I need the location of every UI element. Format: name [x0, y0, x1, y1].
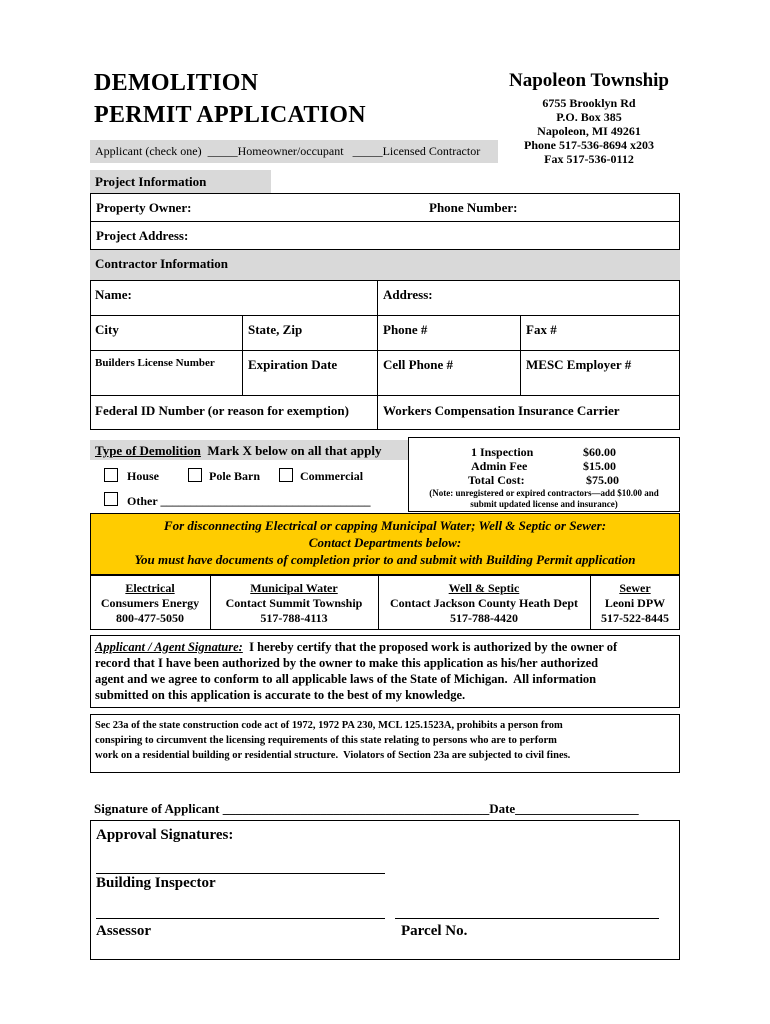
contractor-name-field[interactable]: Name:	[95, 287, 132, 302]
certification-text1: I hereby certify that the proposed work is authorized by the owner of	[242, 640, 618, 654]
department-sewer	[590, 581, 680, 626]
certification-line3: agent and we agree to conform to all applicable laws of the State of Michigan. All information	[95, 672, 597, 686]
certification-box	[90, 635, 680, 708]
department-org: Contact Summit Township	[225, 596, 363, 610]
legal-line2: conspiring to circumvent the licensing requirements of this state relating to persons who are to perform	[95, 735, 557, 746]
other-checkbox[interactable]	[104, 492, 118, 506]
notice-line2: Contact Departments below:	[308, 535, 462, 550]
township-phone: Phone 517-536-8694 x203	[524, 138, 654, 152]
legal-line3: work on a residential building or residential structure. Violators of Section 23a are subjected to civil fines.	[95, 750, 571, 761]
notice-line3: You must have documents of completion prior to and submit with Building Permit application	[134, 552, 636, 567]
utilities-notice	[90, 513, 680, 575]
demolition-type-header	[90, 440, 408, 460]
admin-fee-label: Admin Fee	[471, 459, 528, 473]
inspection-fee-label: 1 Inspection	[471, 445, 534, 459]
parcel-number-line[interactable]	[395, 918, 659, 919]
township-city: Napoleon, MI 49261	[537, 124, 641, 138]
federal-id-field[interactable]: Federal ID Number (or reason for exemption)	[95, 403, 349, 418]
workers-comp-field[interactable]: Workers Compensation Insurance Carrier	[383, 403, 620, 418]
builders-license-field[interactable]: Builders License Number	[95, 357, 215, 369]
approval-title: Approval Signatures:	[96, 827, 234, 843]
parcel-number-label: Parcel No.	[401, 923, 468, 939]
building-inspector-signature-line[interactable]	[96, 873, 385, 874]
department-org: Contact Jackson County Heath Dept	[389, 596, 578, 610]
page-title-line2: PERMIT APPLICATION	[94, 102, 366, 128]
department-org: Leoni DPW	[604, 596, 666, 610]
department-phone: 517-522-8445	[601, 611, 669, 625]
department-title: Municipal Water	[250, 581, 338, 595]
township-name: Napoleon Township	[509, 70, 669, 91]
demolition-type-instruction: Mark X below on all that apply	[200, 443, 382, 458]
notice-line1: For disconnecting Electrical or capping Municipal Water; Well & Septic or Sewer:	[163, 518, 607, 533]
township-address1: 6755 Brooklyn Rd	[542, 96, 636, 110]
township-fax: Fax 517-536-0112	[544, 152, 634, 166]
project-section-header	[90, 170, 271, 193]
applicant-check-text: Applicant (check one) _____Homeowner/occupant _____Licensed Contractor	[95, 144, 481, 158]
other-field[interactable]: Other ___________________________________	[127, 494, 371, 508]
project-section-label: Project Information	[95, 174, 207, 189]
contractor-state-zip-field[interactable]: State, Zip	[248, 322, 303, 337]
department-title: Sewer	[619, 581, 651, 595]
approval-box	[90, 820, 680, 960]
project-address-label: Project Address:	[96, 228, 189, 243]
department-phone: 517-788-4113	[260, 611, 328, 625]
department-org: Consumers Energy	[100, 596, 200, 610]
township-address2: P.O. Box 385	[556, 110, 622, 124]
fees-box	[408, 437, 680, 512]
contractor-section-header	[90, 250, 680, 280]
property-owner-row[interactable]	[90, 193, 680, 222]
fee-note-line2: submit updated license and insurance)	[470, 499, 618, 509]
phone-number-label: Phone Number:	[429, 200, 518, 215]
contractor-fax-field[interactable]: Fax #	[526, 322, 557, 337]
commercial-checkbox[interactable]	[279, 468, 293, 482]
property-owner-label: Property Owner:	[96, 200, 192, 215]
legal-notice-box	[90, 714, 680, 773]
signature-of-applicant-field[interactable]: Signature of Applicant _________________________________________Date___________________	[94, 801, 639, 816]
certification-line2: record that I have been authorized by the owner to make this application as his/her authorized	[95, 656, 599, 670]
department-title: Well & Septic	[448, 581, 520, 595]
assessor-label: Assessor	[96, 923, 151, 939]
fee-note-line1: (Note: unregistered or expired contractors—add $10.00 and	[429, 488, 659, 498]
contractor-section-label: Contractor Information	[95, 256, 228, 271]
certification-line4: submitted on this application is accurate to the best of my knowledge.	[95, 688, 466, 702]
admin-fee-value: $15.00	[583, 459, 616, 473]
page-title-line1: DEMOLITION	[94, 70, 259, 96]
department-title: Electrical	[125, 581, 175, 595]
assessor-signature-line[interactable]	[96, 918, 385, 919]
demolition-type-title	[95, 443, 382, 459]
department-well-septic	[378, 581, 590, 626]
commercial-label: Commercial	[300, 469, 364, 483]
department-municipal-water	[210, 581, 378, 626]
cell-phone-field[interactable]: Cell Phone #	[383, 357, 454, 372]
contractor-phone-field[interactable]: Phone #	[383, 322, 428, 337]
applicant-check-bar	[90, 140, 498, 163]
legal-line1: Sec 23a of the state construction code act of 1972, 1972 PA 230, MCL 125.1523A, prohibits a person from	[95, 720, 563, 731]
total-cost-label: Total Cost:	[468, 473, 525, 487]
department-phone: 800-477-5050	[116, 611, 184, 625]
pole-barn-label: Pole Barn	[209, 469, 260, 483]
expiration-date-field[interactable]: Expiration Date	[248, 357, 338, 372]
house-checkbox[interactable]	[104, 468, 118, 482]
department-phone: 517-788-4420	[450, 611, 518, 625]
demolition-type-label: Type of Demolition	[95, 443, 201, 458]
inspection-fee-value: $60.00	[583, 445, 616, 459]
certification-line1	[95, 640, 617, 655]
house-label: House	[127, 469, 160, 483]
contractor-address-field[interactable]: Address:	[383, 287, 433, 302]
project-address-row[interactable]	[90, 221, 680, 250]
total-cost-value: $75.00	[586, 473, 619, 487]
building-inspector-label: Building Inspector	[96, 875, 216, 891]
certification-label: Applicant / Agent Signature:	[95, 640, 243, 654]
contractor-city-field[interactable]: City	[95, 322, 119, 337]
department-electrical	[90, 581, 210, 626]
mesc-employer-field[interactable]: MESC Employer #	[526, 357, 632, 372]
pole-barn-checkbox[interactable]	[188, 468, 202, 482]
